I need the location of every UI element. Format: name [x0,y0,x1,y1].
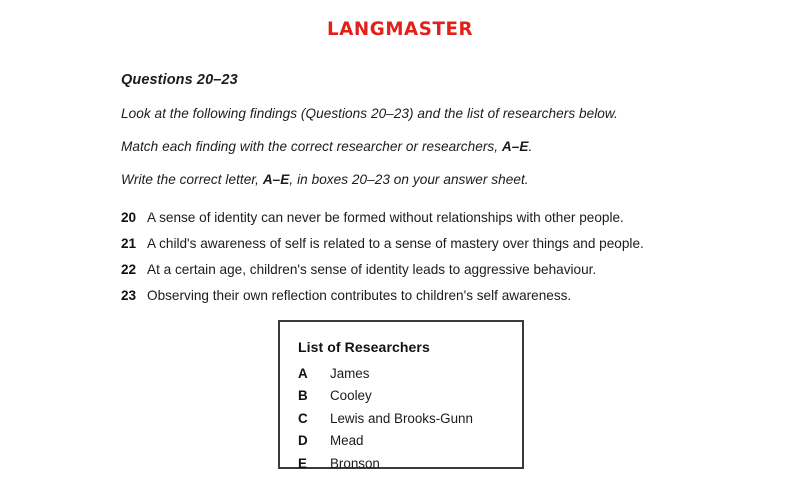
instruction-line-2 [121,139,781,154]
instruction-2-suffix: . [528,139,533,154]
exercise-content [121,58,781,313]
researcher-name: Mead [330,433,364,449]
instruction-3-suffix: , in boxes 20–23 on your answer sheet. [289,172,529,187]
finding-text: Observing their own reflection contributes to children's self awareness. [147,287,572,303]
langmaster-logo: LANGMASTER [326,17,474,40]
site-header [0,0,800,58]
researcher-name: James [330,366,370,381]
finding-item [121,235,781,253]
list-item [298,389,522,402]
instruction-line-1 [121,106,781,121]
researcher-letter: E [298,455,307,471]
researcher-letter: C [298,410,308,426]
instruction-3-emphasis: A–E [262,172,290,187]
findings-list [121,209,781,305]
researcher-name: Cooley [330,388,372,404]
finding-number: 22 [121,261,137,277]
finding-text: A child's awareness of self is related to a sense of mastery over things and people. [147,235,644,251]
researcher-name: Bronson [330,455,380,471]
researcher-letter: D [298,433,308,449]
researcher-name: Lewis and Brooks-Gunn [330,410,473,426]
finding-number: 23 [121,287,137,303]
list-item [298,434,522,447]
instruction-line-3 [121,172,781,187]
instruction-2-prefix: Match each finding with the correct researcher or researchers, [121,139,502,154]
list-item [298,412,522,425]
researcher-letter: B [298,388,308,404]
list-item [298,457,522,470]
page-title: Questions 20–23 [121,72,238,88]
finding-text: A sense of identity can never be formed without relationships with other people. [147,210,624,225]
finding-number: 21 [121,235,137,251]
researcher-box-title: List of Researchers [298,339,430,355]
instruction-3-prefix: Write the correct letter, [121,172,263,187]
finding-text: At a certain age, children's sense of identity leads to aggressive behaviour. [147,261,597,277]
researcher-list [298,367,522,470]
finding-item [121,287,781,305]
instruction-2-emphasis: A–E [501,139,529,154]
researcher-letter: A [298,366,308,381]
finding-item [121,209,781,227]
list-of-researchers-box [278,320,524,469]
list-item [298,367,522,380]
finding-number: 20 [121,210,137,225]
finding-item [121,261,781,279]
instruction-1-text: Look at the following findings (Questions 20–23) and the list of researchers below. [121,106,618,121]
